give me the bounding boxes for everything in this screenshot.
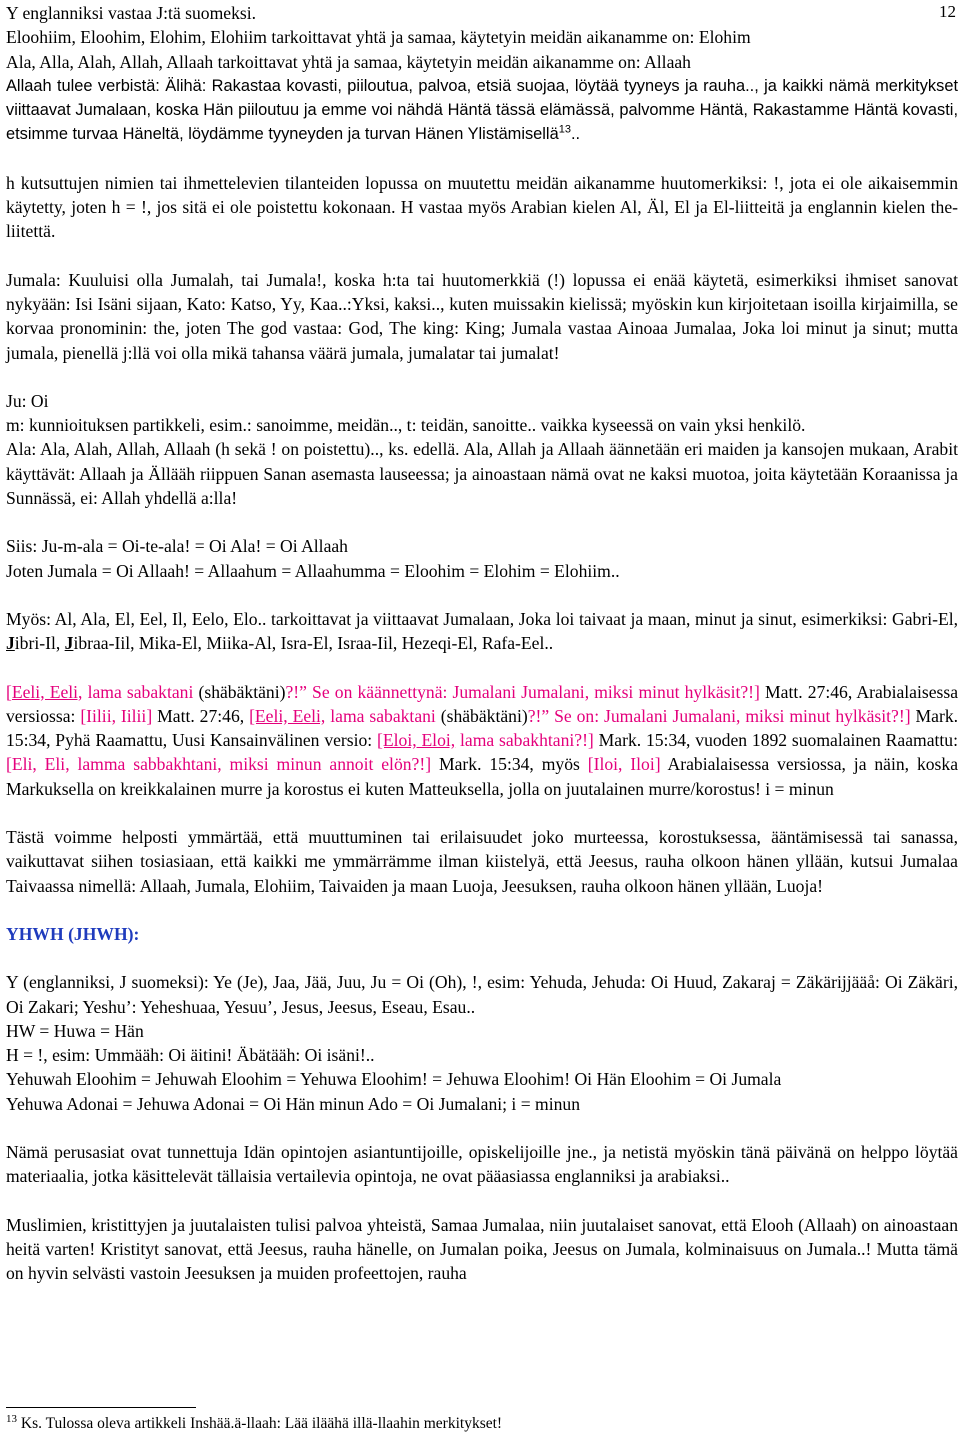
paragraph-h-ending: h kutsuttujen nimien tai ihmettelevien tilanteiden lopussa on muutettu meidän aikanamme huutomerkiksi: !, jota ei ole aikaisemmin käytetty, joten h = !, jos sitä ei ole poistettu kokonaan. H vastaa myös Arabian kielen Al, Äl, El ja El-liitteitä ja englannin kielen the-liitettä. (6, 172, 958, 242)
document-body (6, 0, 958, 1285)
paragraph-experts: Nämä perusasiat ovat tunnettuja Idän opintojen asiantuntijoille, opiskelijoille jne., ja netistä myöskin tänä päivänä on helppo löytää materiaalia, jotka käsittelevät tällaisia vertailevia opintoja, ne ovat pääasiassa englanniksi ja arabiaksi.. (6, 1141, 958, 1187)
intro-line-1: Y englanniksi vastaa J:tä suomeksi. (6, 3, 257, 23)
underlined-j: J (64, 633, 74, 654)
footnote-number: 13 (6, 1412, 17, 1425)
intro-line-3: Ala, Alla, Alah, Allah, Allaah tarkoittavat yhtä ja samaa, käytetyin meidän aikanamme on: Allaah (6, 51, 691, 72)
paragraph-y-meaning: Y (englanniksi, J suomeksi): Ye (Je), Jaa, Jää, Juu, Ju = Oi (Oh), !, esim: Yehuda, Jehuda: Oi Huud, Zakaraj = Zäkärijjääå: Oi Zäkäri, Oi Zakari; Yeshu’: Yeheshuaa, Yesuu’, Jesus, Jeesus, Eseau, Esau.. (6, 972, 958, 1017)
quote-highlight: [Iloi, Iloi] (587, 754, 661, 775)
quote-highlight: ?!” Se on: Jumalani Jumalani, miksi minut hylkäsit?!] (527, 705, 911, 726)
paragraph-bible-quote: [Eeli, Eeli, lama sabaktani (shäbäktäni)?!” Se on käännettynä: Jumalani Jumalani, miksi minut hylkäsit?!] Matt. 27:46, Arabialaisessa versiossa: [Iilii, Iilii] Matt. 27:46, [Eeli, Eeli, lama sabaktani (shäbäktäni)?!” Se on: Jumalani Jumalani, miksi minut hylkäsit?!] Mark. 15:34, Pyhä Raamattu, Uusi Kansainvälinen versio: [Eloi, Eloi, lama sabakhtani?!] Mark. 15:34, vuoden 1892 suomalainen Raamattu: [Eli, Eli, lamma sabbakhtani, miksi minun annoit elön?!] Mark. 15:34, myös [Iloi, Iloi] Arabialaisessa versiossa, ja näin, koska Markuksella on kreikkalainen murre ja korostus ei kuten Matteuksella, jolla on juutalainen murre/korostus! i = minun (6, 681, 959, 799)
equation-line-2: Joten Jumala = Oi Allaah! = Allaahum = Allaahumma = Eloohim = Elohim = Elohiim.. (6, 560, 620, 581)
quote-highlight: ?!” Se on käännettynä: Jumalani Jumalani, miksi minut hylkäsit?!] (285, 681, 760, 702)
paragraph-worship: Muslimien, kristittyjen ja juutalaisten tulisi palvoa yhteistä, Samaa Jumalaa, niin juutalaiset sanovat, että Elooh (Allaah) on ainoastaan heitä varten! Kristityt sanovat, että Jeesus, rauha hänelle, on Jumalan poika, Jeesus on Jumala, kolminaisuus on Jumala..! Mutta tämä on hyvin selvästi vastoin Jeesuksen ja muiden profeettojen, rauha (6, 1214, 958, 1284)
quote-highlight: [Iilii, Iilii] (80, 705, 153, 726)
adonai-line: Yehuwa Adonai = Jehuwa Adonai = Oi Hän minun Ado = Oi Jumalani; i = minun (6, 1093, 580, 1114)
definition-ala: Ala: Ala, Alah, Allah, Allaah (h sekä ! on poistettu).., ks. edellä. Ala, Allah ja Allaah äännetään eri maiden ja kansojen mukaan, Arabit käyttävät: Allaah ja Ällääh riippuen Sanan asemasta lauseessa; ja ainoastaan nämä ovat ne kaksi muotoa, joita käytetään Koraanissa ja Sunnässä, ei: Allah yhdellä a:lla! (6, 439, 958, 509)
intro-line-2: Eloohiim, Eloohim, Elohim, Elohiim tarkoittavat yhtä ja samaa, käytetyin meidän aikanamme on: Elohim (6, 27, 751, 48)
equation-line-1: Siis: Ju-m-ala = Oi-te-ala! = Oi Ala! = Oi Allaah (6, 536, 348, 557)
section-heading: YHWH (JHWH): (6, 923, 140, 944)
h-line: H = !, esim: Ummääh: Oi äitini! Äbätääh: Oi isäni!.. (6, 1045, 375, 1066)
paragraph-allaah-meaning (6, 74, 958, 147)
yehuwah-line: Yehuwah Eloohim = Jehuwah Eloohim = Yehuwa Eloohim! = Jehuwa Eloohim! Oi Hän Eloohim = Oi Jumala (6, 1069, 782, 1090)
paragraph-conclusion: Tästä voimme helposti ymmärtää, että muuttuminen tai erilaisuudet joko murteessa, korostuksessa, ääntämisessä tai sanassa, vaikuttavat siihen tosiasiaan, että kaikki me ymmärrämme ilman kiistelyä, että Jeesus, rauha olkoon hänen yllään, kutsui Jumalaa Taivaassa nimellä: Allaah, Jumala, Elohiim, Taivaiden ja maan Luoja, Jeesuksen, rauha olkoon hänen yllään, Luoja! (6, 827, 958, 896)
quote-highlight: [Eli, Eli, lamma sabbakhtani, miksi minun annoit elön?!] (6, 754, 432, 775)
paragraph-jumala: Jumala: Kuuluisi olla Jumalah, tai Jumala!, koska h:ta tai huutomerkkiä (!) lopussa ei enää käytetä, esimerkiksi ihmiset sanovat nykyään: Isi Isäni sijaan, Kato: Katso, Yy, Kaa..:Yksi, kaksi.., kuten muissakin kielissä; myöskin kun kirjoitetaan isoilla kirjaimilla, se korvaa pronominin: the, joten The god vastaa: God, The king: King; Jumala vastaa Ainoaa Jumalaa, Joka loi minut ja sinut; mutta jumala, pienellä j:llä voi olla mikä tahansa väärä jumala, jumalatar tai jumalat! (6, 269, 958, 363)
quote-highlight: [Eloi, Eloi, lama sabakhtani?!] (377, 730, 594, 751)
quote-highlight: [Eeli, Eeli, lama sabaktani (6, 681, 194, 702)
definition-m: m: kunnioituksen partikkeli, esim.: sanoimme, meidän.., t: teidän, sanoitte.. vaikka kyseessä on vain yksi henkilö. (6, 415, 806, 436)
hw-line: HW = Huwa = Hän (6, 1020, 144, 1041)
paragraph-allaah-text: Allaah tulee verbistä: Älihä: Rakastaa kovasti, piiloutua, palvoa, etsiä suojaa, löytää tyyneys ja rauha.., ja kaikki nämä merkitykset viittaavat Jumalaan, koska Hän piiloutuu ja emme voi nähdä Häntä tässä elämässä, palvomme Häntä, Rakastamme Häntä kovasti, etsimme turvaa Häneltä, löydämme tyyneyden ja turvan Hänen Ylistämisellä (6, 76, 958, 144)
underlined-j: J (6, 633, 15, 654)
quote-highlight: [Eeli, Eeli, lama sabaktani (249, 705, 436, 726)
footnote-text: Ks. Tulossa oleva artikkeli Inshää.ä-llaah: Lää iläähä illä-llaahin merkitykset! (17, 1415, 503, 1432)
paragraph-allaah-end: .. (570, 125, 581, 144)
footnote-separator (6, 1407, 196, 1408)
definition-ju: Ju: Oi (6, 390, 49, 411)
paragraph-names: Myös: Al, Ala, El, Eel, Il, Eelo, Elo.. tarkoittavat ja viittaavat Jumalaan, Joka loi taivaat ja maan, minut ja sinut, esimerkiksi: Gabri-El, Jibri-Il, Jibraa-Iil, Mika-El, Miika-Al, Isra-El, Israa-Iil, Hezeqi-El, Rafa-Eel.. (6, 608, 958, 654)
page-number: 12 (939, 2, 956, 21)
footnote (6, 1414, 502, 1434)
footnote-ref: 13 (558, 124, 571, 137)
